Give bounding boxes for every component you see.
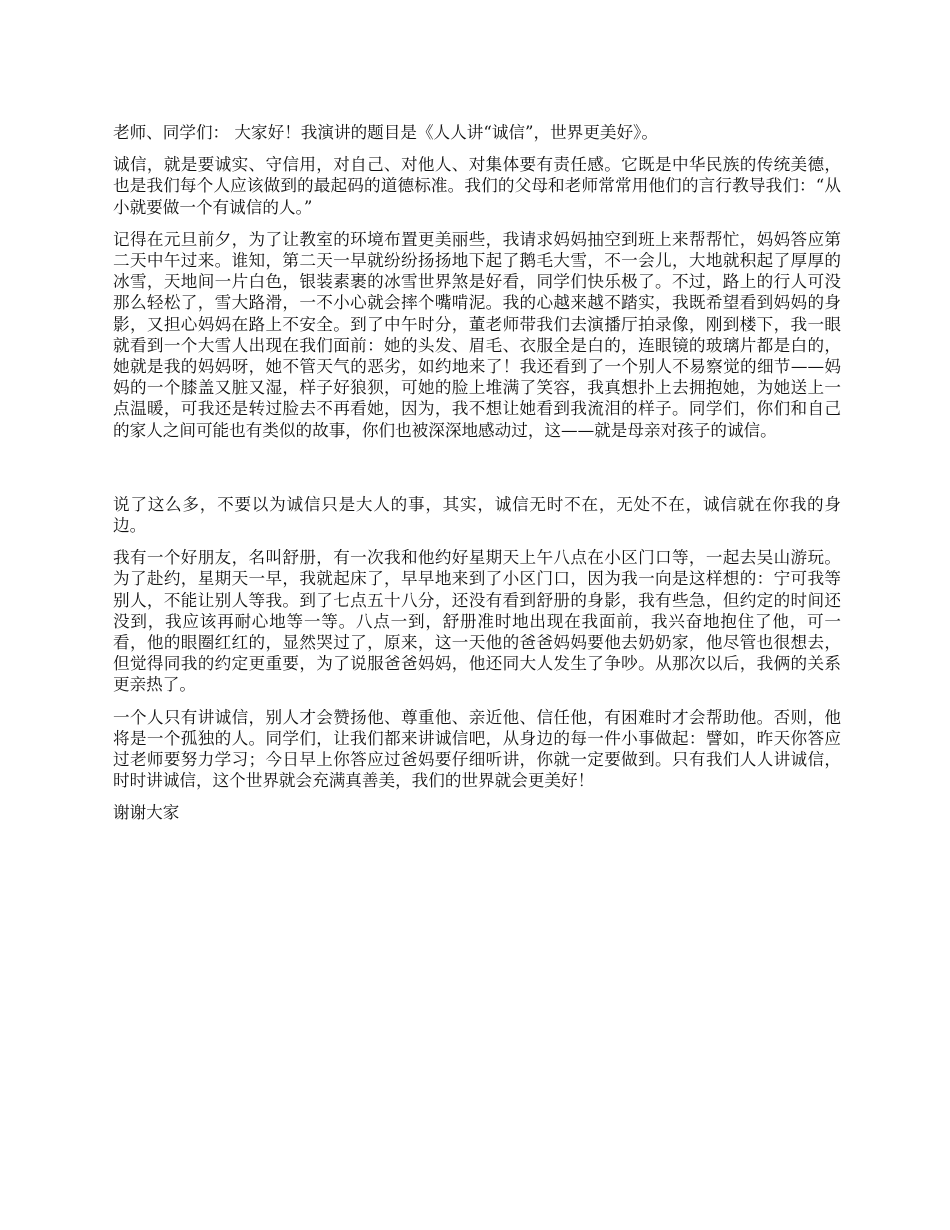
paragraph-thanks: 谢谢大家 (113, 803, 180, 823)
paragraph-definition: 诚信，就是要诚实、守信用，对自己、对他人、对集体要有责任感。它既是中华民族的传统美德，也是我们每个人应该做到的最起码的道德标准。我们的父母和老师常常用他们的言行教导我们：“从小就要做一个有诚信的人。” (113, 155, 841, 217)
paragraph-mother-story: 记得在元旦前夕，为了让教室的环境布置更美丽些，我请求妈妈抽空到班上来帮帮忙，妈妈答应第二天中午过来。谁知，第二天一早就纷纷扬扬地下起了鹅毛大雪，不一会儿，大地就积起了厚厚的冰雪，天地间一片白色，银装素裹的冰雪世界煞是好看，同学们快乐极了。不过，路上的行人可没那么轻松了，雪大路滑，一不小心就会摔个嘴啃泥。我的心越来越不踏实，我既希望看到妈妈的身影，又担心妈妈在路上不安全。到了中午时分，董老师带我们去演播厅拍录像，刚到楼下，我一眼就看到一个大雪人出现在我们面前：她的头发、眉毛、衣服全是白的，连眼镜的玻璃片都是白的，她就是我的妈妈呀，她不管天气的恶劣，如约地来了！我还看到了一个别人不易察觉的细节——妈妈的一个膝盖又脏又湿，样子好狼狈，可她的脸上堆满了笑容，我真想扑上去拥抱她，为她送上一点温暖，可我还是转过脸去不再看她，因为，我不想让她看到我流泪的样子。同学们，你们和自己的家人之间可能也有类似的故事，你们也被深深地感动过，这——就是母亲对孩子的诚信。 (113, 229, 841, 440)
paragraph-greeting: 老师、同学们： 大家好！我演讲的题目是《人人讲“诚信”，世界更美好》。 (113, 123, 658, 142)
paragraph-conclusion: 一个人只有讲诚信，别人才会赞扬他、尊重他、亲近他、信任他，有困难时才会帮助他。否则，他将是一个孤独的人。同学们，让我们都来讲诚信吧，从身边的每一件小事做起：譬如，昨天你答应过老师要努力学习；今日早上你答应过爸妈要仔细听讲，你就一定要做到。只有我们人人讲诚信，时时讲诚信，这个世界就会充满真善美，我们的世界就会更美好！ (113, 707, 841, 791)
paragraph-transition: 说了这么多，不要以为诚信只是大人的事，其实，诚信无时不在，无处不在，诚信就在你我的身边。 (113, 494, 841, 536)
paragraph-friend-story: 我有一个好朋友，名叫舒册，有一次我和他约好星期天上午八点在小区门口等，一起去吴山游玩。为了赴约，星期天一早，我就起床了，早早地来到了小区门口，因为我一向是这样想的：宁可我等别人，不能让别人等我。到了七点五十八分，还没有看到舒册的身影，我有些急，但约定的时间还没到，我应该再耐心地等一等。八点一到，舒册准时地出现在我面前，我兴奋地抱住了他，可一看，他的眼圈红红的，显然哭过了，原来，这一天他的爸爸妈妈要他去奶奶家，他尽管也很想去，但觉得同我的约定更重要，为了说服爸爸妈妈，他还同大人发生了争吵。从那次以后，我俩的关系更亲热了。 (113, 548, 841, 695)
speech-body (113, 122, 841, 835)
